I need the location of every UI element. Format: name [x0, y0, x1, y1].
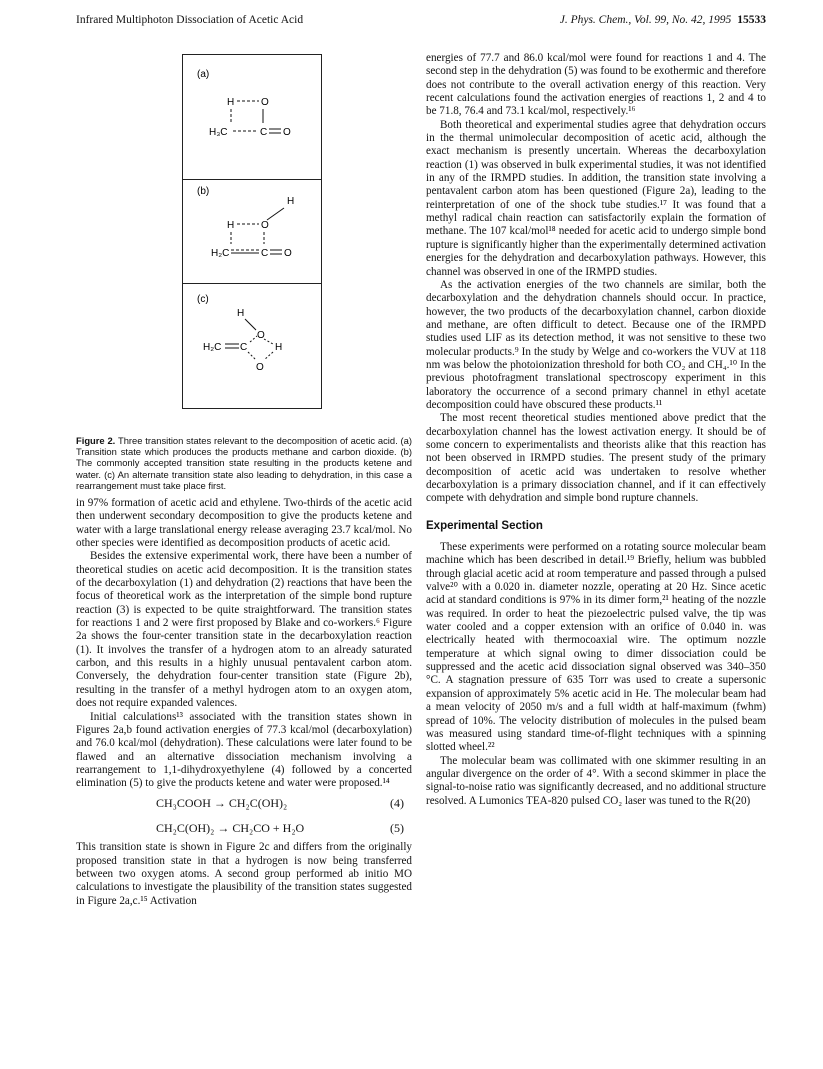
- atom-o: O: [261, 220, 269, 231]
- paragraph: Initial calculations¹³ associated with the transition states shown in Figures 2a,b found activation energies of 77.3 kcal/mol (decarboxylation) and 76.0 kcal/mol (dehydration). These calculations were later found to be flawed and an alternative dissociation mechanism involving a rearrangement to 1,1-dihydroxyethylene (4) followed by a concerted elimination (5) to give the products ketene and water were proposed.¹⁴: [76, 710, 412, 790]
- bond-h-o: [267, 208, 284, 220]
- paragraph: Both theoretical and experimental studies agree that dehydration occurs in the thermal unimolecular decomposition of acetic acid, although the exact mechanism is presently uncertain. Whereas the decarboxylation reaction (1) was observed in bulk experimental studies, it was not identified in any of the IRMPD studies. In addition, the transition state involving a pentavalent carbon atom has been questioned (Figure 2a), leading to the reinterpretation of one of the shock tube studies.¹⁷ It was found that a methyl radical chain reaction can satisfactorily explain the formation of methane. The 107 kcal/mol¹⁸ needed for acetic acid to undergo simple bond rupture is significantly higher than the experimentally determined activation energies for the dehydration and decarboxylation pathways. However, this channel was observed in one of the IRMPD studies.: [426, 118, 766, 278]
- atom-o-bottom: O: [256, 362, 264, 373]
- equation-number: (5): [390, 820, 404, 835]
- atom-c: C: [261, 248, 269, 259]
- caption-text: Three transition states relevant to the decomposition of acetic acid. (a) Transition state which produces the products methane and carbon dioxide. (b) The commonly accepted transition state resulting in the products ketene and water. (c) An alternate transition state also leading to dehydration, in this case a rearrangement must take place first.: [76, 435, 412, 491]
- atom-h2c: H₂C: [211, 248, 230, 259]
- partial-bond-c-o: [250, 336, 257, 342]
- atom-h: H: [227, 97, 235, 108]
- panel-label-b: (b): [197, 186, 210, 197]
- left-column: [76, 497, 412, 908]
- atom-h: H: [237, 308, 245, 319]
- paragraph: The molecular beam was collimated with one skimmer resulting in an angular divergence on the order of 4°. With a second skimmer in place the signal-to-noise ratio was significantly decreased, and no additional structure resolved. A Lumonics TEA-820 pulsed CO₂ laser was tuned to the R(20): [426, 754, 766, 807]
- equation-5: [76, 816, 412, 841]
- figure-panel-b: [182, 179, 322, 284]
- caption-label: Figure 2.: [76, 435, 116, 446]
- equation-number: (4): [390, 795, 404, 810]
- atom-c: C: [240, 342, 248, 353]
- journal-citation: J. Phys. Chem., Vol. 99, No. 42, 1995: [559, 14, 732, 26]
- equation-4: [76, 791, 412, 816]
- paragraph: The most recent theoretical studies mentioned above predict that the decarboxylation channel has the lowest activation energy. It should be of some concern to experimentalists and theorists alike that this reaction has not been observed in IRMPD studies. The present study of the primary decomposition of acetic acid was undertaken to resolve whether decarboxylation is a primary dissociation channel, and if it can effectively compete with dehydration and simple bond rupture channels.: [426, 412, 766, 505]
- header-journal: [560, 14, 766, 26]
- partial-bond-o-h: [264, 339, 273, 344]
- panel-label-a: (a): [197, 69, 210, 80]
- paragraph: These experiments were performed on a rotating source molecular beam machine which has been described in detail.¹⁹ Briefly, helium was bubbled through glacial acetic acid at room temperature and passed through a pulsed valve²⁰ with a 0.020 in. diameter nozzle, operating at 20 Hz. Since acetic acid at standard conditions is 97% in its dimer form,²¹ heating of the nozzle was required. In order to heat the piezoelectric pulsed valve, the tip was water cooled and a copper extension with an orifice of 0.040 in. was electrically heated with thermocoaxial wire. The optimum nozzle temperature at which signal owing to dimer dissociation could be suppressed and the acetic acid dissociation signal observed was 340–350 °C. A stagnation pressure of 635 Torr was used to create a supersonic expansion of approximately 5% acetic acid in He. The molecular beam had a mean velocity of 2050 m/s and a full width at half-maximum (fwhm) spread of 10%. The velocity distribution of molecules in the pulsed beam was measured using standard time-of-flight techniques with a spinning slotted wheel.²²: [426, 541, 766, 754]
- figure-panel-a: [182, 54, 322, 180]
- atom-o: O: [261, 97, 269, 108]
- atom-h: H: [227, 220, 235, 231]
- paragraph: This transition state is shown in Figure 2c and differs from the originally proposed transition state in that a hydrogen is now being transferred between two oxygen atoms. A second group performed ab initio MO calculations to investigate the plausibility of the transition states suggested in Figure 2a,c.¹⁵ Activation: [76, 841, 412, 907]
- panel-label-c: (c): [197, 294, 209, 305]
- structure-c: [183, 284, 321, 408]
- section-heading: Experimental Section: [426, 519, 543, 532]
- structure-b: [183, 180, 321, 284]
- paragraph: in 97% formation of acetic acid and ethylene. Two-thirds of the acetic acid then underwent secondary decomposition to give the products ketene and water with a large translational energy release averaging 23.7 kcal/mol. No other species were identified as decomposition products of acetic acid.: [76, 497, 412, 550]
- atom-o-top: O: [257, 330, 265, 341]
- bond-h-o: [245, 319, 256, 330]
- paragraph: energies of 77.7 and 86.0 kcal/mol were found for reactions 1 and 4. The second step in the dehydration (5) was found to be exothermic and therefore does not contribute to the overall activation energy of this reaction. Very recent calculations found the activation energies of reactions 1, 2 and 4 to be 71.8, 76.4 and 73.1 kcal/mol, respectively.¹⁶: [426, 52, 766, 118]
- equation-text: CH₂C(OH)₂ → CH₂CO + H₂O: [156, 820, 305, 835]
- atom-h2c: H₂C: [203, 342, 222, 353]
- atom-o2: O: [283, 127, 291, 138]
- atom-h-right: H: [275, 342, 283, 353]
- atom-o2: O: [284, 248, 292, 259]
- atom-h-top: H: [287, 196, 295, 207]
- structure-a: [183, 55, 321, 180]
- partial-bond-h-o2: [264, 352, 273, 360]
- figure-caption: [76, 435, 412, 491]
- paragraph: Besides the extensive experimental work, there have been a number of theoretical studies on acetic acid decomposition. It is the transition states of the decarboxylation (1) and dehydration (2) reactions that have been the focus of theoretical work as the interpretation of the simple bond rupture reaction (3) is expected to be quite straightforward. The transition states for reactions 1 and 2 were first proposed by Blake and co-workers.⁶ Figure 2a shows the four-center transition state in the decarboxylation reaction (1). It involves the transfer of a hydrogen atom to an already saturated carbon, and this results in a highly unusual pentavalent carbon atom. Conversely, the dehydration four-center transition state (Figure 2b), resulting in the transfer of a methyl hydrogen atom to an oxygen atom, does not require expanded valences.: [76, 550, 412, 710]
- equation-text: CH₃COOH → CH₂C(OH)₂: [156, 795, 288, 810]
- figure-panel-c: [182, 283, 322, 409]
- header-title: Infrared Multiphoton Dissociation of Acetic Acid: [76, 14, 304, 26]
- page-number: 15533: [737, 14, 766, 26]
- atom-h3c: H₃C: [209, 127, 228, 138]
- partial-bond-c-o2: [248, 352, 256, 360]
- paragraph: As the activation energies of the two channels are similar, both the decarboxylation and the dehydration channels should occur. In practice, however, the two products of the decarboxylation channel, carbon dioxide and methane, are often difficult to detect. Because one of the IRMPD studies used LIF as its detection method, it was not sensitive to these two molecular products.⁹ In the study by Welge and co-workers the VUV at 118 nm was below the photoionization threshold for both CO₂ and CH₄.¹⁰ In the previous photofragment translational spectroscopy experiment in this laboratory the occurrence of a second primary channel in ethyl acetate decomposition could have obscured these products.¹¹: [426, 278, 766, 411]
- right-column: [426, 52, 766, 808]
- atom-c: C: [260, 127, 268, 138]
- running-header: [76, 6, 766, 28]
